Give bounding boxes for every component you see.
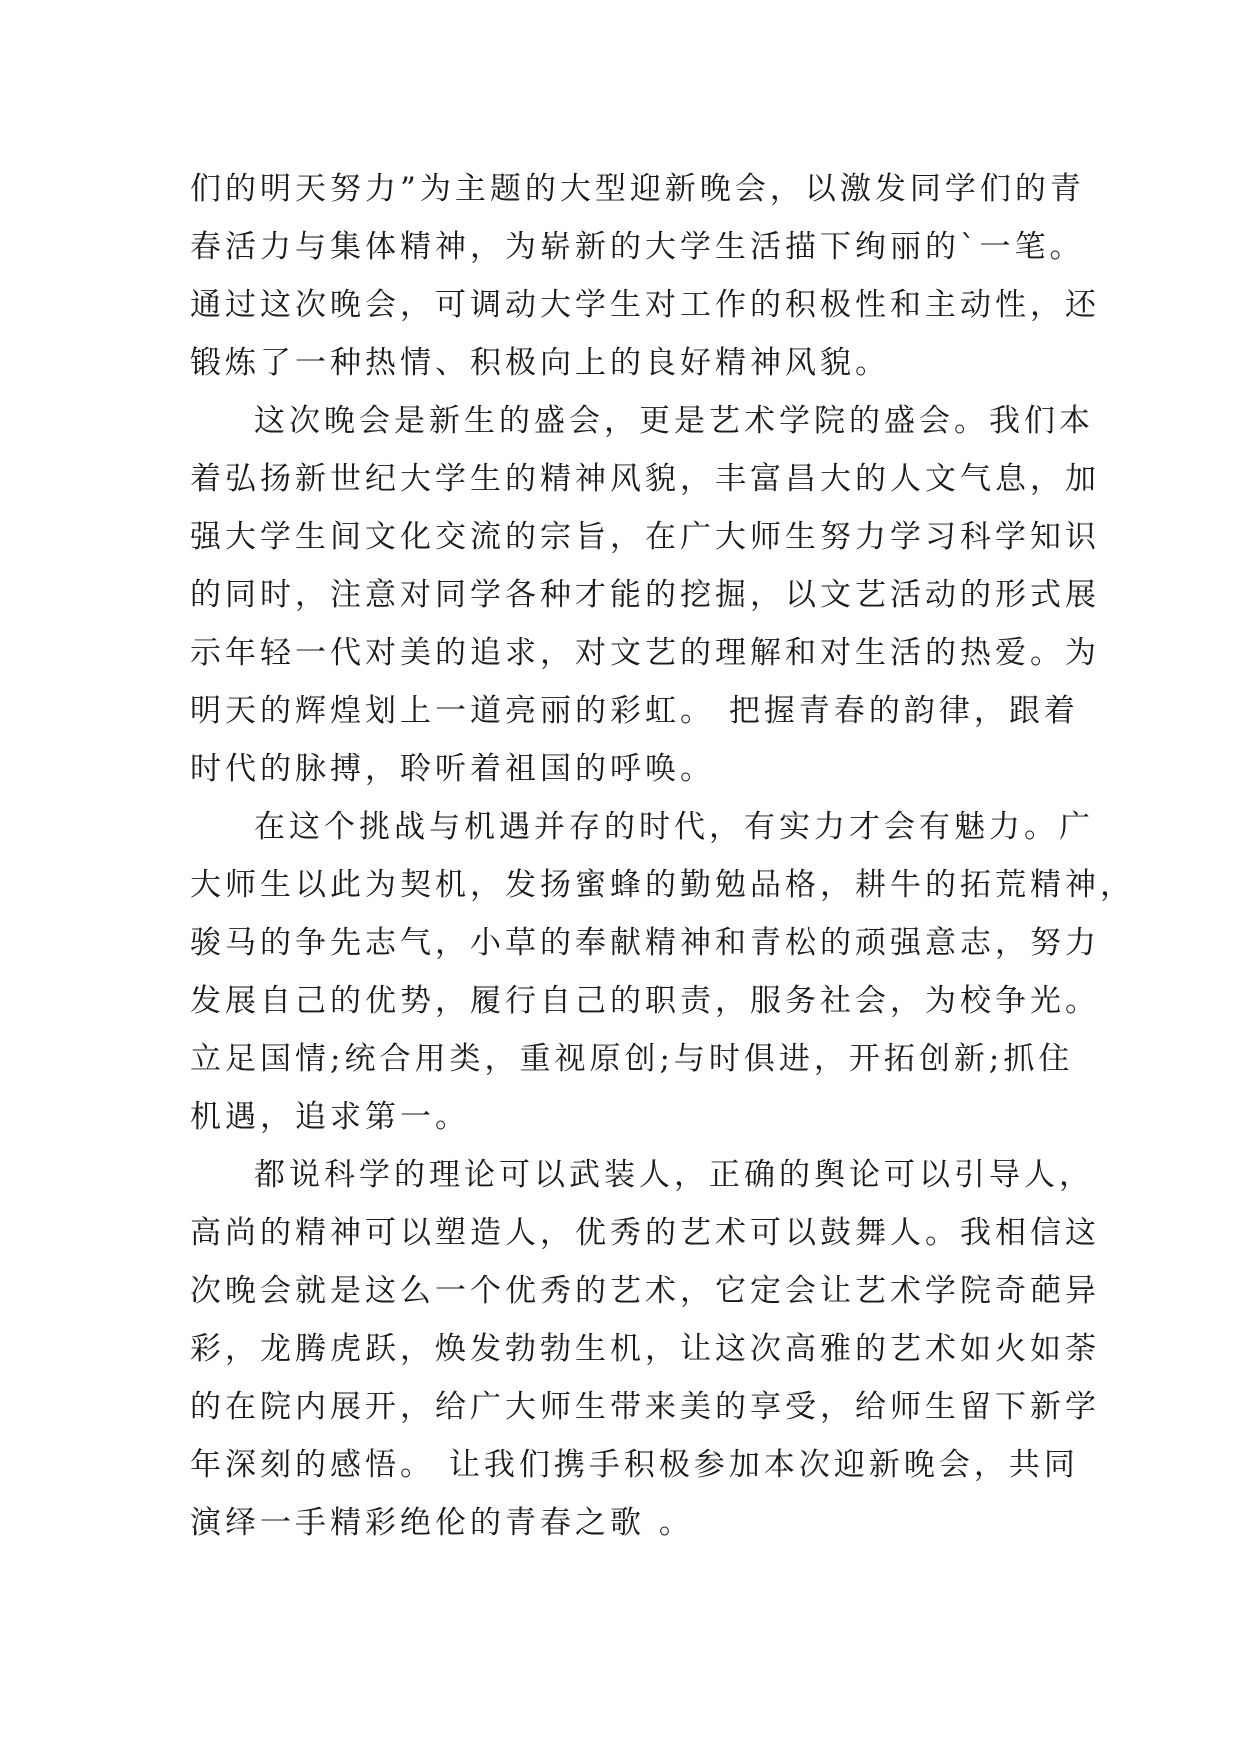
paragraph-1 [190, 160, 1100, 392]
text-line: 示年轻一代对美的追求，对文艺的理解和对生活的热爱。为 [190, 635, 1100, 671]
text-line: 通过这次晚会，可调动大学生对工作的积极性和主动性，还 [190, 287, 1100, 323]
text-line-content: 在这个挑战与机遇并存的时代，有实力才会有魅力。广 [254, 809, 1094, 845]
paragraph-3 [190, 798, 1135, 1146]
text-line: 次晚会就是这么一个优秀的艺术，它定会让艺术学院奇葩异 [190, 1273, 1100, 1309]
text-line: 强大学生间文化交流的宗旨，在广大师生努力学习科学知识 [190, 519, 1100, 555]
text-line: 演绎一手精彩绝伦的青春之歌 。 [190, 1505, 694, 1541]
text-line: 大师生以此为契机，发扬蜜蜂的勤勉品格，耕牛的拓荒精神， [190, 867, 1135, 903]
text-line: 明天的辉煌划上一道亮丽的彩虹。 把握青春的韵律，跟着 [190, 693, 1079, 729]
text-line: 时代的脉搏，聆听着祖国的呼唤。 [190, 751, 715, 787]
text-line: 年深刻的感悟。 让我们携手积极参加本次迎新晚会，共同 [190, 1447, 1079, 1483]
text-line: 高尚的精神可以塑造人，优秀的艺术可以鼓舞人。我相信这 [190, 1215, 1100, 1251]
text-line: 机遇，追求第一。 [190, 1099, 470, 1135]
text-line-content: 都说科学的理论可以武装人，正确的舆论可以引导人， [254, 1157, 1094, 1193]
paragraph-4 [190, 1146, 1100, 1552]
text-line: 骏马的争先志气，小草的奉献精神和青松的顽强意志，努力 [190, 925, 1100, 961]
text-line: 们的明天努力”为主题的大型迎新晚会，以激发同学们的青 [190, 171, 1085, 207]
text-line: 着弘扬新世纪大学生的精神风貌，丰富昌大的人文气息，加 [190, 461, 1100, 497]
text-line-indented [190, 1146, 1094, 1204]
text-line: 的同时，注意对同学各种才能的挖掘，以文艺活动的形式展 [190, 577, 1100, 613]
text-line: 的在院内展开，给广大师生带来美的享受，给师生留下新学 [190, 1389, 1100, 1425]
text-line-content: 这次晚会是新生的盛会，更是艺术学院的盛会。我们本 [254, 403, 1094, 439]
text-line-indented [190, 392, 1094, 450]
text-line-indented [190, 798, 1094, 856]
document-body [190, 160, 1135, 1552]
text-line: 春活力与集体精神，为崭新的大学生活描下绚丽的`一笔。 [190, 229, 1085, 265]
text-line: 彩，龙腾虎跃，焕发勃勃生机，让这次高雅的艺术如火如荼 [190, 1331, 1100, 1367]
text-line: 立足国情;统合用类，重视原创;与时俱进，开拓创新;抓住 [190, 1041, 1074, 1077]
paragraph-2 [190, 392, 1100, 798]
text-line: 发展自己的优势，履行自己的职责，服务社会，为校争光。 [190, 983, 1100, 1019]
text-line: 锻炼了一种热情、积极向上的良好精神风貌。 [190, 345, 890, 381]
